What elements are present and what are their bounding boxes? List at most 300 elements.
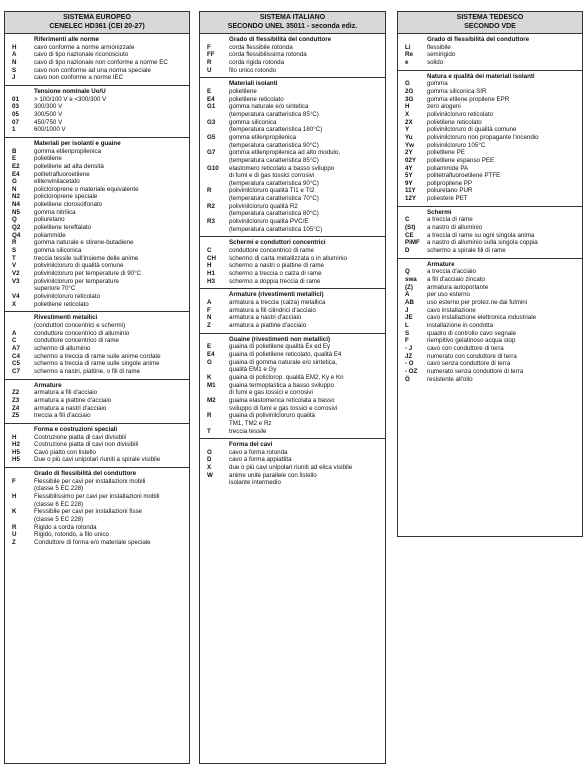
section-title: Forma dei cavi xyxy=(229,441,273,449)
code-description: (temperatura caratteristica 85°C) xyxy=(229,110,319,118)
section xyxy=(200,439,385,490)
code-description: cavo non conforme a norme IEC xyxy=(34,74,124,82)
code-description: Cavo piatto con listello xyxy=(34,448,96,456)
code-symbol: 03 xyxy=(12,103,19,111)
code-description: schermo a spirale fili di rame xyxy=(427,247,506,255)
code-description: (temperatura caratteristica 105°C) xyxy=(229,225,323,233)
section-title: Armature xyxy=(34,381,62,389)
code-row xyxy=(5,232,189,240)
code-description: poliammide xyxy=(34,231,66,239)
code-symbol: D xyxy=(405,247,410,255)
code-row xyxy=(398,119,582,127)
code-description: polivinilcloruro per temperature xyxy=(34,277,119,285)
code-row xyxy=(5,397,189,405)
code-description: polietilene xyxy=(229,87,257,95)
code-symbol: K xyxy=(207,373,212,381)
code-symbol: U xyxy=(12,531,17,539)
section-title-spacer xyxy=(5,426,34,434)
code-symbol: Q xyxy=(12,216,17,224)
code-symbol: S xyxy=(405,329,410,337)
code-description: cavo di tipo nazionale non conforme a norme EC xyxy=(34,58,168,66)
code-row xyxy=(398,284,582,292)
code-description: policloroprene speciale xyxy=(34,193,98,201)
code-row xyxy=(200,270,385,278)
code-row xyxy=(200,278,385,286)
code-row xyxy=(398,307,582,315)
column-header xyxy=(200,12,385,34)
section-title-spacer xyxy=(200,36,229,44)
code-symbol: N xyxy=(12,58,17,66)
code-description: guaina di policlorop. qualità EM2, Ky e Kn xyxy=(229,373,344,381)
code-symbol: Z5 xyxy=(12,412,20,420)
code-row xyxy=(200,226,385,234)
code-symbol: 05 xyxy=(12,110,19,118)
code-row xyxy=(398,376,582,384)
code-description: guaina elastomerica reticolata a basso xyxy=(229,396,335,404)
code-description: armatura a fili cilindrici d'acciaio xyxy=(229,306,316,314)
code-symbol: F xyxy=(207,43,211,51)
section-title: Forma e costruzioni speciali xyxy=(34,425,118,433)
code-row xyxy=(200,343,385,351)
section-title: Riferimenti alle norme xyxy=(34,36,99,43)
code-row xyxy=(398,172,582,180)
code-symbol: X xyxy=(405,110,410,118)
section-title: Grado di flessibilità del conduttore xyxy=(427,36,530,43)
section-title-spacer xyxy=(5,382,34,390)
code-description: installazione in condotta xyxy=(427,321,494,329)
code-symbol: F xyxy=(207,306,211,314)
code-description: schermo a nastri o piattine di rame xyxy=(229,262,324,270)
section xyxy=(398,34,582,71)
code-description: polivinilcloruro non propagante l'incendio xyxy=(427,133,539,141)
code-symbol: R xyxy=(207,412,212,420)
section-title-row xyxy=(5,88,189,96)
code-description: gomma naturale e/o sintetica xyxy=(229,103,309,111)
code-row xyxy=(5,330,189,338)
code-row xyxy=(5,126,189,134)
code-row xyxy=(200,472,385,480)
code-symbol: K xyxy=(12,508,17,516)
code-description: 600/1000 V xyxy=(34,126,66,134)
code-row xyxy=(5,345,189,353)
code-description: guaina termoplastica a basso sviluppo xyxy=(229,381,334,389)
code-row xyxy=(200,126,385,134)
code-row xyxy=(200,119,385,127)
code-symbol: A xyxy=(12,51,17,59)
code-description: Flessibilissimo per cavi per installazioni mobili xyxy=(34,493,160,501)
code-description: a treccia di rame xyxy=(427,216,473,224)
code-description: numerato senza conduttore di terra xyxy=(427,367,524,375)
code-symbol: C xyxy=(12,337,17,345)
german-system-column xyxy=(397,11,583,537)
code-row xyxy=(200,389,385,397)
section-title-row xyxy=(200,239,385,247)
code-description: a nastro di alluminio xyxy=(427,224,483,232)
code-row xyxy=(5,493,189,501)
code-row xyxy=(200,382,385,390)
code-symbol: - J xyxy=(405,344,413,352)
section xyxy=(5,138,189,312)
section-title-row xyxy=(398,73,582,81)
code-symbol: Q2 xyxy=(12,224,21,232)
code-description: resistente all'olio xyxy=(427,375,473,383)
code-symbol: G5 xyxy=(207,133,216,141)
italian-system-column xyxy=(199,11,386,764)
code-row xyxy=(5,353,189,361)
code-symbol xyxy=(200,389,229,397)
code-symbol: PiMF xyxy=(405,239,420,247)
code-symbol: 07 xyxy=(12,118,19,126)
code-row xyxy=(200,366,385,374)
code-symbol: Q4 xyxy=(12,231,21,239)
code-symbol xyxy=(200,142,229,150)
section xyxy=(5,34,189,86)
code-row xyxy=(398,80,582,88)
code-row xyxy=(398,232,582,240)
code-row xyxy=(200,456,385,464)
code-row xyxy=(398,111,582,119)
section-title-spacer xyxy=(5,88,34,96)
code-description: polivinilcloruro reticolato xyxy=(427,110,494,118)
code-row xyxy=(200,247,385,255)
code-description: gomma etilenpropilenica xyxy=(34,147,102,155)
code-symbol: E4 xyxy=(207,95,215,103)
code-row xyxy=(200,299,385,307)
section-title-spacer xyxy=(5,140,34,148)
code-description: polietilene clorosolfonato xyxy=(34,201,103,209)
code-row xyxy=(200,111,385,119)
code-description: Costruzione piatta di cavi non divisibili xyxy=(34,441,139,449)
code-description: polietilene reticolato xyxy=(34,300,89,308)
code-description: conduttore concentrico di alluminio xyxy=(34,329,130,337)
code-row xyxy=(5,531,189,539)
code-row xyxy=(5,111,189,119)
section xyxy=(200,34,385,78)
code-symbol: 1 xyxy=(12,126,16,134)
section-title-spacer xyxy=(5,314,34,322)
code-description: gomma siliconica SIR xyxy=(427,87,487,95)
code-description: filo unico rotondo xyxy=(229,66,277,74)
code-description: polietilene xyxy=(34,155,62,163)
code-row xyxy=(398,180,582,188)
code-description: 450/750 V xyxy=(34,118,63,126)
code-symbol: 11Y xyxy=(405,187,416,195)
code-row xyxy=(398,126,582,134)
code-row xyxy=(398,157,582,165)
code-symbol: 2G xyxy=(405,87,414,95)
code-row xyxy=(5,278,189,286)
code-row xyxy=(200,405,385,413)
section-title-spacer xyxy=(5,470,34,478)
code-description: schermo a nastri, piattine, o fili di rame xyxy=(34,367,140,375)
code-description: Rigido a corda rotonda xyxy=(34,523,97,531)
code-row xyxy=(5,59,189,67)
code-description: gomma siliconica xyxy=(34,247,82,255)
code-row xyxy=(398,299,582,307)
code-description: polietilene reticolato xyxy=(427,118,482,126)
code-row xyxy=(200,314,385,322)
code-description: qualità EM1 e Gy xyxy=(229,366,277,374)
code-symbol: C5 xyxy=(12,360,20,368)
code-row xyxy=(5,360,189,368)
code-row xyxy=(200,374,385,382)
section xyxy=(398,71,582,207)
code-row xyxy=(200,218,385,226)
code-description: armatura autoportante xyxy=(427,283,489,291)
code-symbol: AB xyxy=(405,299,414,306)
code-symbol: JZ xyxy=(405,352,413,360)
code-description: isolante intermedio xyxy=(229,479,281,487)
code-symbol: H xyxy=(12,493,17,501)
section-title-row xyxy=(398,209,582,217)
code-symbol: V4 xyxy=(12,293,20,300)
code-symbol: F xyxy=(12,477,16,485)
code-symbol: - OZ xyxy=(405,367,418,375)
column-header-line: CENELEC HD361 (CEI 20-27) xyxy=(49,23,145,30)
code-description: polietilene espanso PEE xyxy=(427,156,495,164)
code-description: armatura a nastri d'acciaio xyxy=(229,314,302,322)
code-symbol: C xyxy=(405,216,410,224)
code-row xyxy=(200,351,385,359)
code-symbol: Ö xyxy=(405,375,410,383)
section-title-row xyxy=(398,261,582,269)
code-description: schermo a treccia di rame sulle anime cordate xyxy=(34,352,161,360)
code-row xyxy=(398,224,582,232)
code-row xyxy=(398,276,582,284)
code-description: guaina di polietilene qualità Ex ed Ey xyxy=(229,343,331,351)
code-description: Flessibile per cavi per installazioni fisse xyxy=(34,508,142,516)
code-row xyxy=(5,209,189,217)
section-title-spacer xyxy=(398,73,427,81)
code-symbol: swa xyxy=(405,276,417,284)
code-row xyxy=(200,210,385,218)
code-row xyxy=(5,74,189,82)
code-symbol: H xyxy=(405,103,410,111)
code-description: cavo non conforme ad una norma speciale xyxy=(34,66,151,74)
code-symbol: 9Y xyxy=(405,179,413,187)
code-symbol xyxy=(200,405,229,413)
column-header-line: SISTEMA EUROPEO xyxy=(63,14,131,21)
code-symbol: 4Y xyxy=(405,164,413,172)
code-description: conduttore concentrico di rame xyxy=(34,337,119,345)
code-symbol: N xyxy=(207,314,212,322)
code-description: schermo a treccia o calza di rame xyxy=(229,270,322,278)
section xyxy=(5,424,189,468)
code-symbol: W xyxy=(207,471,213,479)
section xyxy=(200,289,385,333)
code-row xyxy=(398,368,582,376)
section-title: Schermi xyxy=(427,208,452,216)
code-row xyxy=(398,353,582,361)
code-symbol: A xyxy=(207,299,212,306)
code-description: gomma xyxy=(427,80,448,88)
code-row xyxy=(398,187,582,195)
code-symbol: M1 xyxy=(207,381,216,389)
section-title-spacer xyxy=(200,441,229,449)
section-title: Grado di flessibilità del conduttore xyxy=(229,36,332,43)
section-title-row xyxy=(5,140,189,148)
code-description: gomma nitrilica xyxy=(34,208,76,216)
code-symbol: JE xyxy=(405,314,413,322)
code-symbol: E xyxy=(207,87,212,95)
code-row xyxy=(5,262,189,270)
code-row xyxy=(398,142,582,150)
code-row xyxy=(5,239,189,247)
code-row xyxy=(5,389,189,397)
section xyxy=(5,86,189,138)
section-title: Armature (rivestimenti metallici) xyxy=(229,291,324,299)
code-row xyxy=(200,187,385,195)
code-symbol: C7 xyxy=(12,367,20,375)
code-symbol: V3 xyxy=(12,277,20,285)
code-row xyxy=(200,397,385,405)
section xyxy=(200,237,385,289)
code-symbol: E2 xyxy=(12,162,20,170)
code-row xyxy=(200,359,385,367)
code-description: polivinilcloruro reticolato xyxy=(34,293,101,300)
code-description: (classe 6 EC 228) xyxy=(34,500,84,508)
section xyxy=(200,334,385,440)
code-row xyxy=(200,449,385,457)
code-description: polietilene tereftalato xyxy=(34,224,92,232)
code-description: armatura a fili d'acciaio xyxy=(34,389,98,397)
code-description: flessibile xyxy=(427,43,451,51)
code-row xyxy=(5,456,189,464)
code-description: 300/300 V xyxy=(34,103,63,111)
code-description: armatura a piattine d'acciaio xyxy=(34,396,112,404)
code-row xyxy=(398,291,582,299)
code-symbol: FF xyxy=(207,51,215,59)
code-description: cavo senza conduttore di terra xyxy=(427,360,511,368)
code-description: uso esterno per protez.ne dai fulmini xyxy=(427,299,528,306)
code-description: gomma naturale e stirene-butadiene xyxy=(34,239,134,247)
code-symbol: N4 xyxy=(12,201,20,209)
code-description: zero alogeni xyxy=(427,103,461,111)
code-description: polivinilcloruro di qualità comune xyxy=(34,262,124,270)
code-row xyxy=(398,337,582,345)
code-description: (conduttori concentrici e schermi) xyxy=(34,321,126,329)
code-description: schermo a doppia treccia di rame xyxy=(229,277,321,285)
code-symbol: R3 xyxy=(207,218,215,226)
section-title-row xyxy=(398,36,582,44)
code-row xyxy=(5,193,189,201)
code-description: armatura a piattine d'acciaio xyxy=(229,321,307,329)
code-row xyxy=(200,51,385,59)
section-title: Materiali per isolanti e guaine xyxy=(34,139,121,147)
code-description: treccia tessile sull'insieme delle anime xyxy=(34,254,139,262)
code-description: (temperatura caratteristica 80°C) xyxy=(229,210,319,218)
code-row xyxy=(200,67,385,75)
code-description: Conduttore di forma e/o materiale speciale xyxy=(34,539,151,547)
code-row xyxy=(200,180,385,188)
code-description: polietilene ad alta densità xyxy=(34,162,104,170)
code-description: (temperatura caratteristica 180°C) xyxy=(229,126,323,134)
code-symbol xyxy=(200,172,229,180)
code-symbol xyxy=(200,126,229,134)
code-description: poliuretano xyxy=(34,216,65,224)
code-row xyxy=(398,216,582,224)
code-symbol xyxy=(5,322,34,330)
section-title: Rivestimenti metallici xyxy=(34,314,98,322)
code-symbol xyxy=(5,285,34,293)
code-symbol: (Z) xyxy=(405,283,413,291)
code-symbol: Z3 xyxy=(12,396,20,404)
section xyxy=(5,468,189,550)
code-description: > 100/100 V e <300/300 V xyxy=(34,95,107,103)
code-symbol: Q xyxy=(405,268,410,276)
code-row xyxy=(5,270,189,278)
code-row xyxy=(5,322,189,330)
code-description: per uso esterno xyxy=(427,291,470,299)
code-symbol: F xyxy=(405,337,409,345)
code-description: polietilene PE xyxy=(427,149,465,157)
section-title-spacer xyxy=(398,209,427,217)
code-row xyxy=(200,149,385,157)
code-row xyxy=(5,405,189,413)
code-description: polivinilcloruro qualità PVC/E xyxy=(229,218,309,226)
section xyxy=(398,207,582,259)
code-row xyxy=(398,195,582,203)
code-description: polivinilcloruro di qualità comune xyxy=(427,126,517,134)
code-symbol: 2X xyxy=(405,118,413,126)
code-row xyxy=(200,262,385,270)
section-title-row xyxy=(5,382,189,390)
code-row xyxy=(5,255,189,263)
code-description: polipropilene PP xyxy=(427,179,473,187)
code-description: polietilene reticolato xyxy=(229,95,284,103)
code-symbol xyxy=(200,420,229,428)
code-row xyxy=(5,178,189,186)
code-row xyxy=(5,119,189,127)
column-header-line: SECONDO VDE xyxy=(464,23,516,30)
code-description: polivinilcloruro 105°C xyxy=(427,141,486,149)
section-title-row xyxy=(5,426,189,434)
code-description: armatura a treccia (calza) metallica xyxy=(229,299,326,306)
code-symbol xyxy=(5,501,34,509)
code-row xyxy=(398,314,582,322)
code-symbol xyxy=(5,516,34,524)
code-description: gomma etilene propilene EPR xyxy=(427,95,510,103)
code-row xyxy=(200,88,385,96)
code-row xyxy=(5,216,189,224)
code-description: polivinilcloruro qualità R2 xyxy=(229,202,298,210)
code-description: a nastro di alluminio sulla singola coppia xyxy=(427,239,538,247)
code-description: gomma siliconica xyxy=(229,118,277,126)
section-title-row xyxy=(200,441,385,449)
code-symbol: N xyxy=(12,185,17,193)
code-symbol: E4 xyxy=(207,350,215,358)
code-description: a treccia d'acciaio xyxy=(427,268,476,276)
section-title-spacer xyxy=(200,80,229,88)
code-symbol: Yu xyxy=(405,133,413,141)
section xyxy=(5,380,189,424)
code-symbol: 2Y xyxy=(405,149,413,157)
code-description: Costruzione piatta di cavi divisibili xyxy=(34,433,127,441)
code-row xyxy=(5,171,189,179)
code-symbol: T xyxy=(12,254,16,262)
code-row xyxy=(200,134,385,142)
code-description: cavo a forma appiattita xyxy=(229,456,292,464)
code-symbol: E xyxy=(207,343,212,351)
code-description: (classe 5 EC 228) xyxy=(34,516,84,524)
code-row xyxy=(5,441,189,449)
code-description: poliuretano PUR xyxy=(427,187,473,195)
code-description: (temperatura caratteristica 70°C) xyxy=(229,195,319,203)
code-description: guaina di polivinilcloruro qualità xyxy=(229,412,315,420)
code-symbol: E xyxy=(12,155,17,163)
code-row xyxy=(5,224,189,232)
code-row xyxy=(5,247,189,255)
